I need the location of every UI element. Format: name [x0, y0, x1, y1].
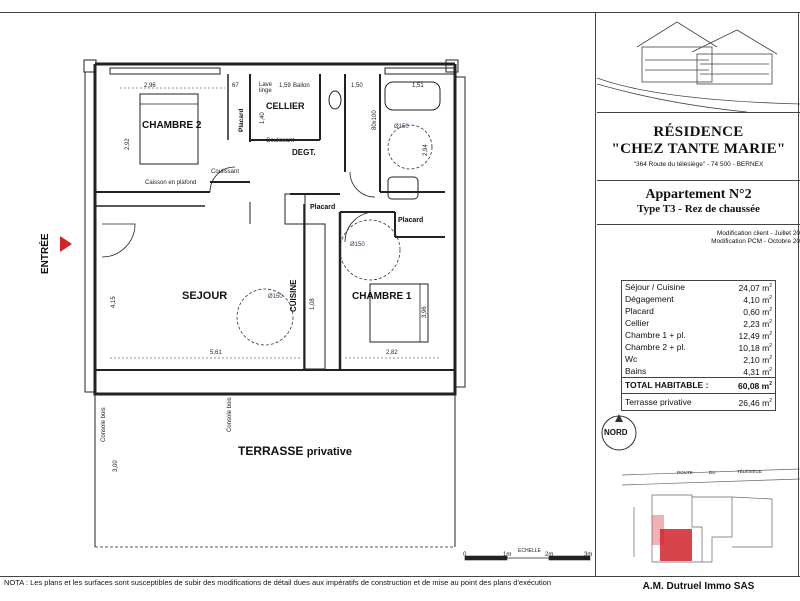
surface-row: [622, 365, 776, 378]
apartment-box: [597, 180, 800, 225]
dim-turn-circle-bath: Ø150: [394, 124, 409, 130]
scale-0: 0: [463, 552, 467, 558]
map-label-telesiege: TÉLÉSIÈGE: [737, 469, 763, 474]
dim-placard-width: 67: [232, 83, 239, 89]
note-caisson: Caisson en plafond: [145, 180, 197, 186]
residence-address: "364 Route du télésiège" - 74 500 - BERNEX: [633, 161, 764, 168]
dim-sejour-depth: 4,15: [111, 296, 117, 308]
placard-3-label: Placard: [398, 217, 424, 224]
scale-title: ECHELLE: [518, 548, 541, 554]
surface-label: Wc: [625, 354, 638, 365]
dim-turn-circle-sejour: Ø150: [268, 294, 283, 300]
room-cellier: CELLIER: [266, 101, 305, 111]
surface-label: Chambre 1 + pl.: [625, 330, 686, 341]
surface-value: [728, 317, 776, 329]
entrance-arrow: [60, 236, 72, 252]
surface-label: TOTAL HABITABLE :: [622, 378, 728, 394]
surface-value-number: 12,49 m: [738, 330, 770, 341]
surface-value: [728, 281, 776, 294]
surface-value-number: 4,10 m: [743, 294, 770, 305]
north-label: NORD: [604, 428, 628, 437]
surface-label: Séjour / Cuisine: [625, 281, 686, 292]
surface-row: [622, 329, 776, 341]
surface-label: Bains: [625, 366, 647, 377]
square-unit-exponent: 2: [769, 355, 772, 362]
dim-cellier-width: 1,59: [279, 83, 291, 89]
square-unit-exponent: 2: [769, 295, 772, 302]
dim-turn-circle-chambre1: Ø150: [350, 242, 365, 248]
dim-terrace-depth: 3,00: [113, 460, 119, 472]
entrance-label: ENTRÉE: [40, 233, 51, 274]
surface-value: [728, 329, 776, 341]
surface-row: [622, 281, 776, 294]
building-illustration: [597, 12, 800, 112]
terrace-label-sub: privative: [306, 446, 352, 458]
note-lave-linge: Lave linge: [259, 82, 273, 94]
surface-value-number: 60,08 m: [738, 381, 770, 392]
dim-sejour-width: 5,61: [210, 350, 222, 356]
residence-title-line-2: "CHEZ TANTE MARIE": [611, 141, 786, 157]
scale-1m: 1m: [503, 552, 512, 558]
surface-value: [728, 365, 776, 378]
residence-title-line-1: RÉSIDENCE: [653, 124, 744, 140]
surface-value: [728, 353, 776, 365]
square-unit-exponent: 2: [769, 331, 772, 338]
note-coulissant-1: Coulissant: [211, 169, 240, 175]
square-unit-exponent: 2: [769, 319, 772, 326]
surface-row: [622, 305, 776, 317]
surface-row: [622, 341, 776, 353]
dim-cellier-depth: 1,40: [260, 112, 266, 124]
surface-value: [728, 305, 776, 317]
surface-value-number: 4,31 m: [743, 367, 770, 378]
surface-label: Cellier: [625, 318, 650, 328]
note-coulissant-2: Coulissant: [266, 138, 295, 144]
dim-bain-depth: 2,94: [423, 144, 429, 156]
map-label-du: DU: [709, 470, 716, 475]
dim-bain-width: 1,51: [412, 83, 424, 89]
square-unit-exponent: 2: [769, 367, 772, 374]
map-label-route: ROUTE: [677, 470, 693, 475]
surface-table: [621, 280, 776, 411]
room-cuisine: CUISINE: [289, 279, 298, 312]
title-block: [597, 12, 800, 576]
apartment-location-marker: [660, 529, 692, 561]
room-sejour: SEJOUR: [182, 290, 228, 302]
note-console-2: Console bois: [227, 397, 233, 432]
room-chambre-1: CHAMBRE 1: [352, 291, 412, 302]
surface-label: Placard: [625, 305, 654, 316]
panel-divider: [595, 12, 596, 576]
surface-total-row: [622, 378, 776, 394]
square-unit-exponent: 2: [769, 381, 772, 388]
location-map: [622, 467, 800, 572]
surface-value-number: 26,46 m: [738, 397, 770, 408]
square-unit-exponent: 2: [769, 283, 772, 289]
surface-value-number: 0,60 m: [743, 306, 770, 317]
apartment-type: Type T3 - Rez de chaussée: [637, 203, 760, 215]
surface-label: Terrasse privative: [625, 396, 692, 407]
dim-chambre2-width: 2,96: [144, 83, 156, 89]
apartment-number: Appartement N°2: [645, 187, 752, 202]
dim-cuisine-width: 1,08: [310, 298, 316, 310]
square-unit-exponent: 2: [769, 307, 772, 314]
note-console-1: Console bois: [101, 407, 107, 442]
terrace-label: [238, 444, 352, 458]
surface-value: [728, 341, 776, 353]
modification-pcm: Modification PCM - Octobre 20: [711, 238, 800, 245]
surface-label: Chambre 2 + pl.: [625, 342, 686, 353]
surface-row: [622, 293, 776, 305]
modification-client: Modification client - Juillet 20: [716, 230, 800, 237]
note-ballon: Ballon: [293, 83, 310, 89]
surface-value-number: 10,18 m: [738, 342, 770, 353]
placard-1-label: Placard: [238, 108, 245, 132]
surface-value-number: 24,07 m: [738, 282, 770, 293]
room-degagement: DEGT.: [292, 148, 316, 157]
scale-3m: 3m: [584, 552, 593, 558]
surface-value: [728, 293, 776, 305]
surface-value: [728, 394, 776, 411]
surface-row: [622, 353, 776, 365]
surface-value-number: 2,23 m: [743, 318, 770, 329]
dim-wc-width: 1,50: [351, 83, 363, 89]
building-illustration-box: [597, 12, 800, 113]
residence-box: [597, 112, 800, 181]
placard-2-label: Placard: [310, 204, 336, 211]
dim-chambre2-depth: 2,92: [125, 138, 131, 150]
surface-terrace-row: [622, 394, 776, 411]
footer-company: A.M. Dutruel Immo SAS: [642, 581, 755, 592]
note-shower: 80x100: [372, 110, 378, 130]
surface-row: [622, 317, 776, 329]
surface-value-number: 2,10 m: [743, 355, 770, 366]
floor-plan: [0, 12, 595, 576]
room-chambre-2: CHAMBRE 2: [142, 120, 202, 131]
square-unit-exponent: 2: [769, 343, 772, 350]
footer-disclaimer: NOTA : Les plans et les surfaces sont susceptibles de subir des modifications de détail dues aux impératifs de construction et de mise au point des plans d'exécution: [4, 578, 552, 587]
dim-chambre1-depth: 3,96: [422, 306, 428, 318]
dim-chambre1-width: 2,82: [386, 350, 398, 356]
scale-2m: 2m: [545, 552, 554, 558]
terrace-label-main: TERRASSE: [238, 444, 304, 458]
surface-value: [728, 378, 776, 394]
surface-label: Dégagement: [625, 293, 674, 304]
square-unit-exponent: 2: [769, 398, 772, 405]
